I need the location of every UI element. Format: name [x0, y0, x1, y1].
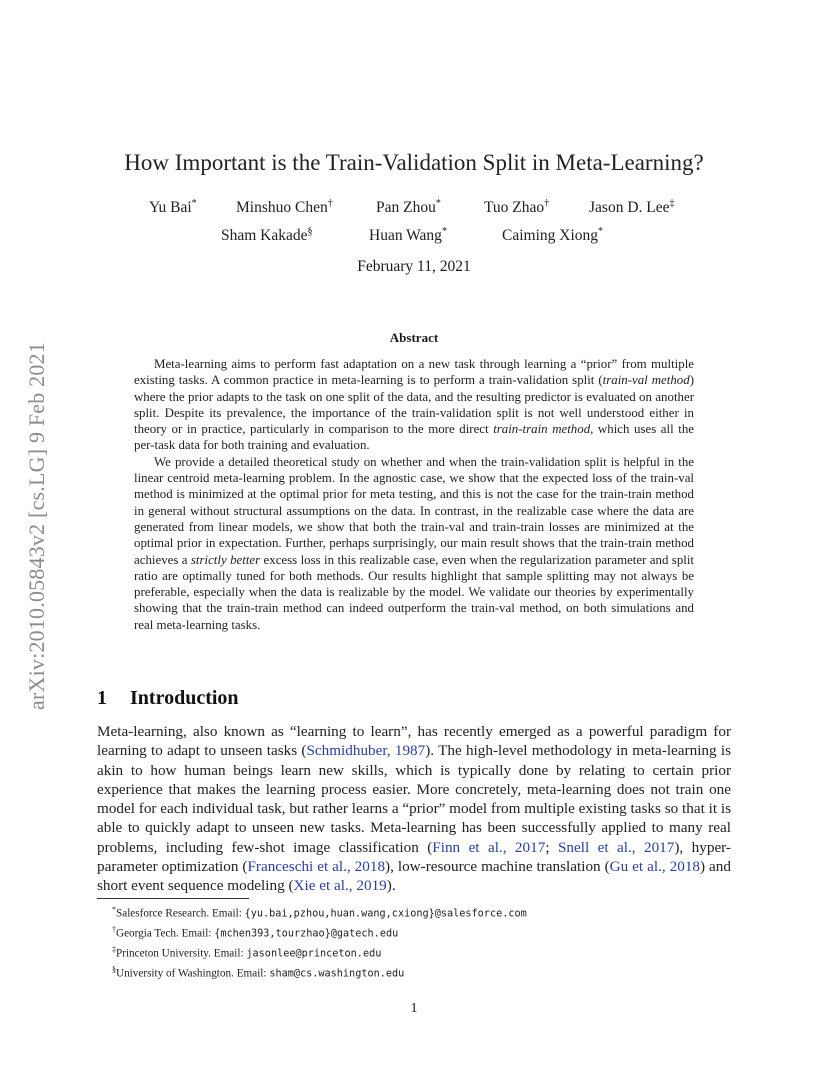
abstract-paragraph-2: We provide a detailed theoretical study on whether and when the train-validation split is helpful in the linear centroid meta-learning problem. In the agnostic case, we show that the expected loss of the train-val method is minimized at the optimal prior for meta testing, and this is not the case for the train-train method in general without structural assumptions on the data. In contrast, in the realizable case where the data are generated from linear models, we show that both the train-val and train-train losses are minimized at the optimal prior in expectation. Further, perhaps surprisingly, our main result shows that the train-train method achieves a strictly better excess loss in this realizable case, even when the regularization parameter and split ratio are optimally tuned for both methods. Our results highlight that sample splitting may not always be preferable, especially when the data is realizable by the model. We validate our theories by experimentally showing that the train-train method can indeed outperform the train-val method, on both simulations and real meta-learning tasks. — [134, 454, 695, 632]
author: Jason D. Lee‡ — [589, 198, 675, 217]
author: Caiming Xiong* — [502, 226, 604, 245]
footnote: ‡Princeton University. Email: jasonlee@princeton.edu — [112, 945, 382, 961]
footnote-email: jasonlee@princeton.edu — [246, 949, 382, 961]
citation-link[interactable]: Xie et al., 2019 — [293, 877, 387, 895]
author-row-1 — [0, 198, 828, 218]
author-row-2 — [0, 226, 828, 246]
author: Tuo Zhao† — [484, 198, 550, 217]
emphasis: strictly better — [190, 552, 261, 567]
citation-link[interactable]: Snell et al., 2017 — [557, 838, 675, 856]
citation-link[interactable]: Finn et al., 2017 — [432, 838, 546, 856]
author: Pan Zhou* — [376, 198, 441, 217]
abstract-body — [134, 356, 694, 633]
footnote: *Salesforce Research. Email: {yu.bai,pzhou,huan.wang,cxiong}@salesforce.com — [112, 905, 527, 920]
author: Sham Kakade§ — [221, 226, 313, 245]
intro-paragraph: Meta-learning, also known as “learning to learn”, has recently emerged as a powerful paradigm for learning to adapt to unseen tasks (Schmidhuber, 1987). The high-level methodology in meta-learning is akin to how human beings learn new skills, which is typically done by relating to certain prior experience that makes the learning process easier. More concretely, meta-learning does not train one model for each individual task, but rather learns a “prior” model from multiple existing tasks so that it is able to quickly adapt to unseen new tasks. Meta-learning has been successfully applied to many real problems, including few-shot image classification (Finn et al., 2017; Snell et al., 2017), hyper-parameter optimization (Franceschi et al., 2018), low-resource machine translation (Gu et al., 2018) and short event sequence modeling (Xie et al., 2019). — [97, 723, 731, 895]
arxiv-stamp-text: arXiv:2010.05843v2 [cs.LG] 9 Feb 2021 — [24, 342, 49, 710]
author: Yu Bai* — [149, 198, 197, 217]
emphasis: train-train method — [493, 422, 591, 437]
footnote-divider — [97, 898, 249, 899]
footnote-email: sham@cs.washington.edu — [269, 969, 405, 981]
footnotes — [112, 902, 527, 983]
page-number: 1 — [410, 1001, 418, 1016]
section-heading — [97, 687, 239, 710]
paper-title: How Important is the Train-Validation Split in Meta-Learning? — [124, 150, 704, 175]
abstract-paragraph-1: Meta-learning aims to perform fast adaptation on a new task through learning a “prior” from multiple existing tasks. A common practice in meta-learning is to perform a train-validation split (train-val method) where the prior adapts to the task on one split of the data, and the resulting predictor is evaluated on another split. Despite its prevalence, the importance of the train-validation split is not well understood either in theory or in practice, particularly in comparison to the more direct train-train method, which uses all the per-task data for both training and evaluation. — [134, 357, 694, 453]
section-number: 1 — [97, 687, 107, 709]
citation-link[interactable]: Franceschi et al., 2018 — [247, 858, 386, 876]
publication-date: February 11, 2021 — [357, 258, 471, 275]
footnote-email: {yu.bai,pzhou,huan.wang,cxiong}@salesforce.com — [244, 908, 527, 920]
footnote: †Georgia Tech. Email: {mchen393,tourzhao}@gatech.edu — [112, 925, 399, 940]
section-title: Introduction — [130, 687, 239, 709]
footnote: §University of Washington. Email: sham@cs.washington.edu — [112, 965, 405, 981]
abstract-heading: Abstract — [389, 330, 439, 345]
footnote-email: {mchen393,tourzhao}@gatech.edu — [214, 928, 399, 940]
citation-link[interactable]: Gu et al., 2018 — [609, 858, 701, 876]
arxiv-stamp — [22, 296, 52, 756]
citation-link[interactable]: Schmidhuber, 1987 — [306, 742, 426, 760]
author: Huan Wang* — [369, 226, 447, 245]
author: Minshuo Chen† — [236, 198, 333, 217]
emphasis: train-val method — [602, 373, 690, 388]
